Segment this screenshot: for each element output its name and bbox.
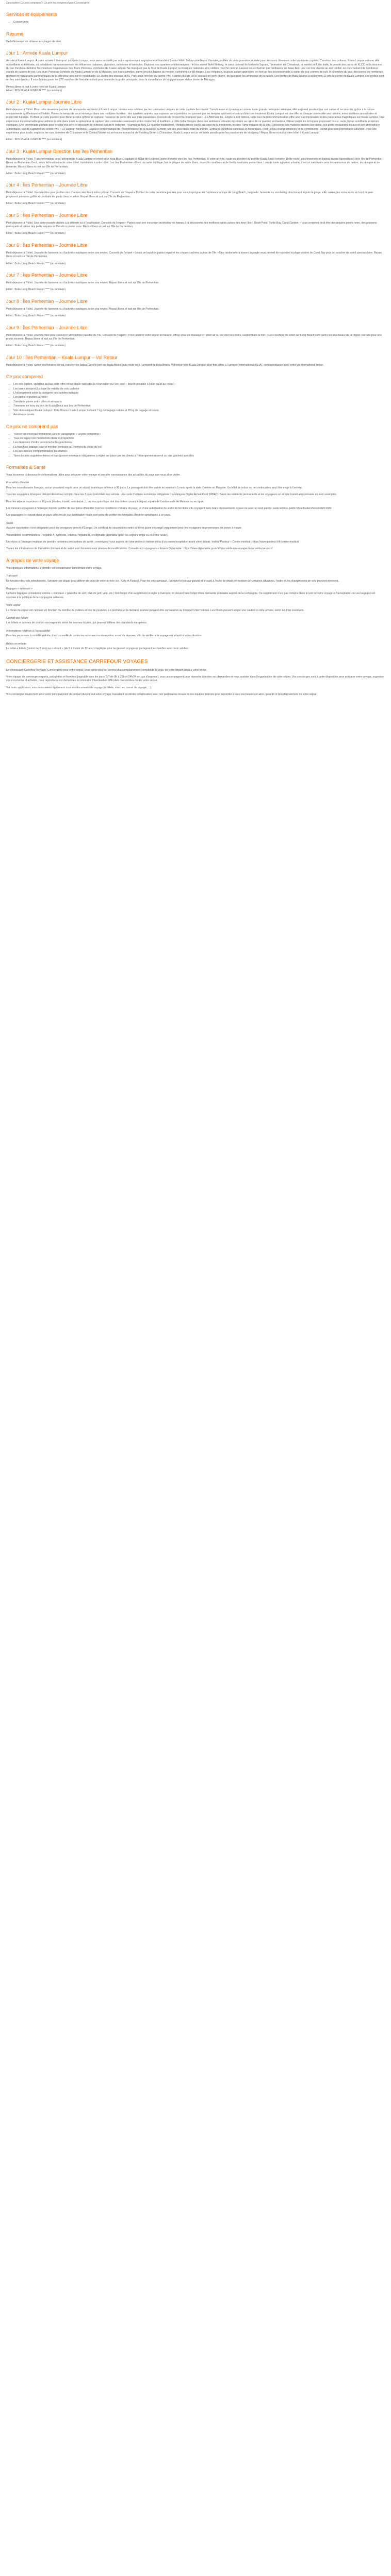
entry-paragraph: Pour les ressortissants français, aucun visa n'est requis pour un séjour touristique inférieur à 90 jours. Le passeport doit être valide au minimum 6 mois après la date d'entrée en Malaisie. Un billet de retour ou de continuation peut être exigé à l'arrivée. bbox=[6, 486, 303, 489]
entry-paragraph: Tous les voyageurs étrangers doivent désormais remplir, dans les 3 jours précédant leur arrivée, une carte d'arrivée numérique obligatoire : la Malaysia Digital Arrival Card (MDAC). Seuls les résidents permanents et les voyageurs en simple transit aéroportuaire en sont exemptés. bbox=[6, 493, 337, 497]
formalities-title: Formalités & Santé bbox=[6, 464, 46, 470]
excludes-item: • Les assurances complémentaires facultatives bbox=[13, 450, 385, 453]
day-1 bbox=[6, 50, 385, 93]
day-hotel: Hôtel : Bubu Long Beach Resort **** (ou similaire) bbox=[6, 288, 66, 292]
transport-title: Transport bbox=[6, 574, 18, 578]
children-title: Bébés et enfants bbox=[6, 642, 26, 646]
description-line: Description Ca prix comprend / Ce prix ne comprend pas Conciergerie bbox=[6, 2, 90, 5]
day-3 bbox=[6, 148, 385, 176]
accessibility-text: Pour les personnes à mobilité réduite, il est conseillé de contacter notre service réservation avant de réserver, afin de vérifier si le voyage est adapté à votre situation. bbox=[6, 634, 203, 638]
children-text: Le bébé + bébés (moins de 2 ans) ou « enfant » (de 2 à moins de 12 ans) s'applique pour les jeunes voyageurs partageant la chambre avec deux adultes. bbox=[6, 647, 189, 651]
day-text: Petit déjeuner à l'hôtel. Une autre journée dédiée à la détente ou à l'exploration. Conseils de l'expert • Partez pour une excursion snorkeling en bateau à la découverte des meilleurs spots autour des deux îles : Shark Point, Turtle Bay, Coral Garden. • Vous croiserez peut-être des requins pointe noire, des poissons perroquets et même des petits requins inoffensifs à pointe noire. Repas libres et nuit sur l'île de Perhentian. bbox=[6, 221, 377, 228]
day-hotel: Hôtel : Bubu Long Beach Resort **** (ou similaire) bbox=[6, 172, 66, 175]
service-item: • Conciergerie bbox=[13, 21, 385, 24]
comfort-text: Les hôtels et normes de confort sont exprimés selon les normes locales, qui peuvent différer des standards européens. bbox=[6, 621, 148, 625]
day-title: Jour 3 : Kuala Lumpur Direction Les îles Perhentian bbox=[6, 148, 113, 154]
day-hotel: Hôtel : IBIS KUALA LUMPUR **** (ou similaire) bbox=[6, 138, 62, 142]
comfort-title: Confort des hôtels bbox=[6, 617, 28, 620]
health-paragraph: Un séjour à l'étranger implique de prendre certaines précautions de santé ; renseignez-vous auprès de votre médecin traitant et/ou d'un centre hospitalier avant votre départ. Institut Pasteur – Centre médical : https://www.pasteur.fr/fr/centre-medical bbox=[6, 540, 299, 544]
day-text: Petit déjeuner à l'hôtel. Selon vos horaires de vol, transfert en bateau vers le port de Kuala Besut, puis route vers l'aéroport de Kota Bharu. Vol retour vers Kuala Lumpur. Une fois arrivé à l'aéroport international (KLIA), correspondance avec votre vol international retour. bbox=[6, 363, 324, 367]
excludes-list bbox=[6, 433, 385, 458]
day-hotel: Hôtel : Bubu Long Beach Resort **** (ou similaire) bbox=[6, 344, 66, 348]
about-title: À propos de votre voyage bbox=[6, 557, 59, 563]
day-text: Petit déjeuner à l'hôtel. Journée de farniente ou d'activités nautiques selon vos envies. Conseils de l'expert • Louez un kayak et partez explorer les criques cachées autour de l'île. • Une randonnée à travers la jungle vous permet de rejoindre la plage voisine de Coral Bay pour un coucher de soleil spectaculaire. Repas libres et nuit sur l'île de Perhentian. bbox=[6, 251, 382, 259]
page bbox=[0, 0, 391, 697]
entry-paragraph: Les mineurs voyageant à l'étranger doivent justifier de leur pièce d'identité (voir les conditions d'entrée du pays) et d'une autorisation de sortie de territoire s'ils voyagent sans leurs représentants légaux ou avec un seul parent. www.service-public.fr/particuliers/vosdroits/F1922 bbox=[6, 506, 332, 510]
day-title: Jour 2 : Kuala Lumpur Journée Libre bbox=[6, 99, 82, 105]
day-hotel: Hôtel : Bubu Long Beach Resort **** (ou similaire) bbox=[6, 202, 66, 206]
day-meals: Repas libres et nuit à votre hôtel de Kuala Lumpur bbox=[6, 85, 66, 89]
excludes-item: • Tous les repas non mentionnés dans le programme bbox=[13, 437, 385, 440]
day-text: Arrivée à Kuala Lumpur. À votre arrivée à l'aéroport de Kuala Lumpur, vous serez accueilli par notre représentant anglophone et transféré à votre hôtel. Selon votre heure d'arrivée, profitez de votre première journée pour découvrir librement cette trépidante capitale. Carrefour des cultures, Kuala Lumpur est une ville accueillante et tolérante, où cohabitent harmonieusement les influences malaises, chinoises, indiennes et tamoules. Explorez ses quartiers emblématiques : le très animé Bukit Bintang, le cœur colonial de Merdeka Square, l'animation de Chinatown, la variété de Little India, la beauté des parcs du KLCC ou la douceur du Lac Perdana. Admirez l'architecture majestueuse des Tours Petronas, symboles de Kuala Lumpur. Ne manquez pas la Tour de Kuala Lumpur, la mosquée nationale et le célèbre marché central. Laissez-vous charmer par l'ambiance de Jalan Alor, une rue très vivante au soir tombé, où s'enchaînent de nombreux stands de cuisine de rue. Les tours Petronas Symbole de Kuala Lumpur et de la Malaisie, ces tours jumelles, parmi les plus hautes du monde, culminent sur 88 étages. Leur élégance, toujours autant appréciée, en font un lieu incontournable à visiter de jour comme de nuit. À la tombée du jour, découvrez les nombreux rooftops et restaurants panoramiques de la ville pour une soirée inoubliable. Le Jardin des oiseaux de KL Parc situé non loin du centre-ville, il abrite plus de 3000 oiseaux en semi-liberté, de quoi ravir les amoureux de la nature. Les grottes de Batu Situées à seulement 13 km du centre de Kuala Lumpur, ces grottes sont un lieu saint hindou. Il vous faudra gravir les 272 marches de l'escalier coloré pour atteindre la grotte principale, sous la surveillance de la gigantesque statue dorée de Murugan. bbox=[6, 59, 384, 82]
includes-item: • L'hébergement selon la catégorie de chambre indiquée bbox=[13, 392, 385, 395]
includes-item: • Traversée en ferry du port de Kuala Besut aux îles de Perhentian bbox=[13, 404, 385, 408]
day-title: Jour 1 : Arrivée Kuala Lumpur bbox=[6, 50, 68, 56]
day-4 bbox=[6, 182, 385, 206]
day-hotel: Hôtel : Bubu Long Beach Resort **** (ou similaire) bbox=[6, 314, 66, 318]
day-hotel: Hôtel : Bubu Long Beach Resort **** (ou similaire) bbox=[6, 232, 66, 235]
accessibility-title: Informations relatives à l'accessibilité bbox=[6, 629, 51, 633]
excludes-item: • Taxes locales supplémentaires et frais gouvernementaux obligatoires à régler sur place par les clients à l'hébergement réservé ou aux guichets spécifiés bbox=[13, 454, 385, 458]
day-title: Jour 6 : Îles Perhentian – Journée Libre bbox=[6, 242, 88, 248]
transport-text: En fonction des vols sélectionnés, l'aéroport de départ peut différer de celui de votre arrivée (ex : Orly et Roissy). Pour les vols spéciaux, l'aéroport n'est pas garanti et le sujet à l'écho de dépôt en fonction de certaines situations, l'ordre et les changements de vols peuvent intervenir. bbox=[6, 579, 339, 583]
concierge-paragraph: Votre équipe de concierges experts, polyglottes et formées (joignable tous les jours 7j/7 de 8h à 22h et 24h/24 en cas d'urgence), vous accompagnent pour répondre à toutes vos demandes et vous assister dans l'organisation de votre séjour. Vos concierges sont à votre disposition pour préparer votre voyage, organiser vos excursions et activités, pour répondre à vos demandes ou résoudre d'éventuelles difficultés rencontrées durant votre séjour. bbox=[6, 675, 384, 683]
excludes-item: • Les dépenses d'ordre personnel et les pourboires bbox=[13, 441, 385, 445]
itinerary bbox=[6, 50, 385, 367]
stay-title: Votre séjour bbox=[6, 604, 21, 607]
includes-title: Ce prix comprend bbox=[6, 374, 43, 380]
summary-title: Résumé bbox=[6, 31, 24, 37]
includes-item: • Les petits-déjeuners à l'hôtel bbox=[13, 396, 385, 399]
excludes-item: • Tout ce qui n'est pas mentionné dans le paragraphe « Le prix comprend » bbox=[13, 433, 385, 436]
day-text: Petit déjeuner à l'hôtel. Journée de farniente ou d'activités nautiques selon vos envies. Repas libres et nuit sur l'île de Perhentian. bbox=[6, 281, 159, 284]
includes-item: • Transferts privés entre villes et aéroports bbox=[13, 400, 385, 404]
day-2 bbox=[6, 99, 385, 142]
day-5 bbox=[6, 212, 385, 236]
stay-text: La durée du séjour est calculée en fonction du nombre de nuitées et non de journées. La première et la dernière journée peuvent être consacrées au transport international. Les hôtels peuvent exiger une caution à votre arrivée, selon les frais éventuels. bbox=[6, 608, 304, 612]
concierge-paragraph: En choisissant Carrefour Voyages Conciergerie pour votre séjour, vous optez pour un service d'accompagnement complet de la veille de votre départ jusqu'à votre retour. bbox=[6, 668, 207, 672]
formalities-intro: Vous trouverez ci-dessous les informations utiles pour préparer votre voyage et prendre connaissance des actualités du pays que vous allez visiter. bbox=[6, 473, 181, 477]
includes-list bbox=[6, 383, 385, 417]
concierge-paragraph: Vos concierges deviennent ainsi votre principal point de contact durant tout votre voyage, travaillant en étroite collaboration avec nos partenaires locaux et nos équipes internes pour répondre à tous vos besoins et ainsi, garantir le bon déroulement de votre séjour. bbox=[6, 693, 317, 697]
entry-paragraph: Pour les séjours supérieurs à 90 jours (études, travail, volontariat...), un visa spécifique doit être obtenu avant le départ auprès de l'ambassade de Malaisie ou en ligne. bbox=[6, 500, 204, 503]
day-10 bbox=[6, 354, 385, 367]
day-title: Jour 7 : Îles Perhentian – Journée Libre bbox=[6, 273, 88, 278]
day-6 bbox=[6, 242, 385, 266]
luggage-text: Certains bagages considérés comme « spéciaux » (planche de surf, club de golf, vélo, etc.) font l'objet d'un supplément à régler à l'aéroport et doivent faire l'objet d'une demande préalable auprès de la compagnie. Ce supplément n'est pas compris dans le prix de votre voyage et l'acceptation de ces bagages est soumise à la politique de la compagnie aérienne. bbox=[6, 592, 376, 599]
day-title: Jour 10 : Îles Perhentian – Kuala Lumpur – Vol Retour bbox=[6, 354, 118, 360]
includes-item: • Assistance locale bbox=[13, 413, 385, 417]
day-7 bbox=[6, 272, 385, 292]
day-8 bbox=[6, 298, 385, 318]
services-list bbox=[6, 21, 385, 24]
day-title: Jour 4 : Îles Perhentian – Journée Libre bbox=[6, 182, 88, 188]
entry-title: Formalités d'entrée bbox=[6, 481, 29, 485]
health-paragraph: Vaccinations recommandées : hépatite A, typhoïde, tétanos, hépatite B, encéphalite japonaise (pour les séjours longs ou en zone rurale). bbox=[6, 533, 169, 537]
day-text: Petit déjeuner à l'hôtel. Journée libre pour profiter des charmes des îles à votre rythme. Conseils de l'expert • Profitez de cette première journée pour vous imprégner de l'ambiance unique de Long Beach, baignade, farniente ou snorkeling directement depuis la plage. • En soirée, les restaurants en bord de mer proposent poissons grillés et cocktails les pieds dans le sable. Repas libres et nuit sur l'île de Perhentian. bbox=[6, 191, 373, 198]
day-9 bbox=[6, 325, 385, 348]
day-text: Petit déjeuner à l'hôtel. Transfert matinal vers l'aéroport de Kuala Lumpur et envol pour Kota Bharu, capitale de l'État de Kelantan, porte d'entrée vers les îles Perhentian. À votre arrivée, route en direction du port de Kuala Besut (environ 1h de route) puis traversée en bateau rapide (speed boat) vers l'île de Perhentian Besar ou Perhentian Kecil, selon la localisation de votre hôtel. Installation à votre hôtel. Les îles Perhentian offrent un cadre idyllique, fait de plages de sable blanc, de récifs coralliens et de forêts tropicales préservées. Loin de toute agitation urbaine, c'est un sanctuaire pour les amoureux de nature, de plongée et de farniente. Repas libres et nuit sur l'île de Perhentian. bbox=[6, 157, 383, 168]
entry-paragraph: Les passagers en transit dans un pays différent de leur destination finale sont priés de vérifier les formalités d'entrée spécifiques à ce pays. bbox=[6, 514, 171, 517]
health-title: Santé bbox=[6, 521, 13, 525]
health-paragraph: Toutes les informations de formalités d'entrée et de santé sont données sous réserve de modifications. Conseils aux voyageurs – France Diplomatie : https://www.diplomatie.gouv.fr/fr/conseils-aux-voyageurs/conseils-par-pays/ bbox=[6, 547, 273, 551]
health-paragraph: Aucune vaccination n'est obligatoire pour les voyageurs venant d'Europe. Un certificat de vaccination contre la fièvre jaune est exigé uniquement pour les voyageurs en provenance de zones à risque. bbox=[6, 527, 242, 530]
day-hotel: Hôtel : IBIS KUALA LUMPUR **** (ou similaire) bbox=[6, 89, 62, 93]
services-title: Services et équipements bbox=[6, 12, 57, 18]
summary-intro: De l'effervescence urbaine aux plages de rêve. bbox=[6, 40, 62, 43]
excludes-title: Ce prix ne comprend pas bbox=[6, 423, 58, 429]
day-text: Petit déjeuner à l'hôtel. Journée libre pour savourer l'atmosphère paisible de l'île. Conseils de l'expert • Pour célébrer votre séjour en beauté, offrez-vous un massage en plein air ou sur des rocs noirs, surplombant la mer. • Les couchers de soleil sur Long Beach sont parmi les plus beaux de la région, parfaits pour une photo souvenir. Repas libres et nuit sur l'île de Perhentian. bbox=[6, 333, 382, 341]
luggage-title: Bagages « spéciaux » bbox=[6, 587, 33, 591]
day-title: Jour 9 : Îles Perhentian – Journée Libre bbox=[6, 325, 88, 330]
day-title: Jour 8 : Îles Perhentian – Journée Libre bbox=[6, 298, 88, 304]
excludes-item: • La franchise bagage (sauf si mention contraire au moment du choix du vol) bbox=[13, 446, 385, 449]
day-title: Jour 5 : Îles Perhentian – Journée Libre bbox=[6, 212, 88, 218]
about-intro: Voici quelques informations à prendre en considération concernant votre voyage. bbox=[6, 566, 102, 570]
concierge-paragraph: Via notre application, vous retrouverez également tous vos documents de voyage (e-billets, voucher, carnet de voyage, ...). bbox=[6, 686, 152, 689]
day-text: Petit déjeuner à l'hôtel. Pour cette deuxième journée de découverte en liberté à Kuala Lumpur, laissez-vous séduire par les contrastes uniques de cette capitale fascinante. Tumultueuse et dynamique comme toute grande métropole asiatique, elle surprend pourtant par son calme et sa sérénité, grâce à la nature omniprésente qui l'entoure et l'habite. Prenez le temps de vous immerger dans ses multiples facettes : des quartiers animés, aux espaces verts paisibles, en passant par les temples spirituels et son architecture moderne. Kuala Lumpur est une ville où chaque coin recèle une histoire, entre traditions ancestrales et modernité futuriste. Profitez de cette journée pour flâner à votre rythme et capturer l'essence de cette ville aux mille paradoxes. Conseils de l'expert Ne manquez pas : • La Mémoire KL. Érigée à 421 mètres, cette tour de télécommunication offre une vue imprenable et des panoramas magnifiques sur Kuala Lumpur. Une expérience incontournable pour admirer la ville dans toute sa splendeur et capturer des contrastes saisissants entre modernité et traditions. • Little India Plongez dans une ambiance vibrante et colorée au cœur de ce quartier enchanteur. Flânez parmi les échoppes proposant tissus, saris, bijoux scintillants et épices exotiques. Une promenade parfaite pour éveiller vos sens et découvrir la richesse culturelle indienne. • Kampung Baru Ce quartier traditionnel, véritable trésor caché au cœur de la modernité, incarne l'âme malaise de la ville. Découvrez ses maisons en bois sur pilotis, ses petits restaurants locaux et son atmosphère authentique, loin de l'agitation du centre-ville. • Le Dataran Merdeka : La place emblématique de l'indépendance de la Malaisie où flotte l'un des plus hauts mâts du monde. Entourée d'édifices coloniaux et historiques, c'est un lieu chargé d'histoire et de symbolisme, parfait pour une promenade culturelle. Pour une expérience plus locale, explorez les rues animées de Chinatown et le Central Market où se trouve le marché de Petaling Street à Chinatown. Kuala Lumpur est un véritable paradis pour les passionnés de shopping ! Repas libres et nuit à votre hôtel à Kuala Lumpur. bbox=[6, 108, 384, 134]
day-text: Petit déjeuner à l'hôtel. Journée de farniente ou d'activités nautiques selon vos envies. Repas libres et nuit sur l'île de Perhentian. bbox=[6, 307, 159, 311]
includes-item: • Les vols (option, spécifiez au bas votre offre retour libellé tarés dès la réservation sur low-cost) - boucle possible à l'aller ou/et au retour) bbox=[13, 383, 385, 386]
includes-item: • Les taxes aéroport (La base de validité de vols carbone bbox=[13, 387, 385, 391]
day-hotel: Hôtel : Bubu Long Beach Resort **** (ou similaire) bbox=[6, 262, 66, 265]
includes-item: • Vols domestiques Kuala Lumpur / Kota Bharu / Kuala Lumpur incluant 7 kg de bagage cabine et 20 kg de bagage en soute bbox=[13, 409, 385, 413]
concierge-title: CONCIERGERIE ET ASSISTANCE CARREFOUR VOYAGES bbox=[6, 658, 148, 665]
